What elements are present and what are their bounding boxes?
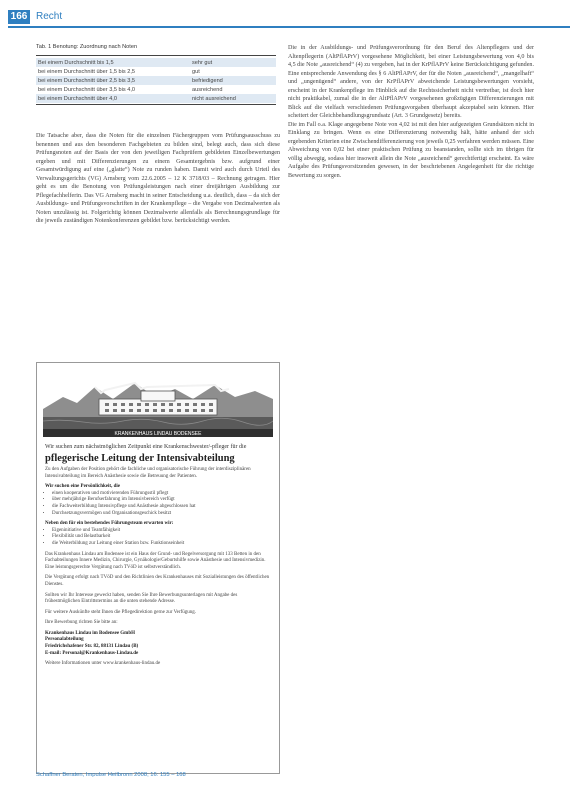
advert-salary: Die Vergütung erfolgt nach TVöD und den Richtlinien des Krankenhauses mit Sozialleistungen des öffentlichen Dienstes. (45, 575, 270, 587)
advert-contact-info: Für weitere Auskünfte steht Ihnen die Pflegedirektion gerne zur Verfügung. (45, 609, 196, 615)
offer-list (45, 491, 273, 517)
right-column (288, 44, 534, 180)
table-cell-grade: gut (192, 68, 200, 75)
table-row (36, 58, 276, 67)
table-cell-range: bei einem Durchschnitt über 4,0 (36, 94, 190, 103)
table-row (36, 85, 276, 94)
table-cell-range: bei einem Durchschnitt über 2,5 bis 3,5 (36, 76, 190, 85)
table-cell-grade: befriedigend (190, 76, 276, 85)
advert-intro: Wir suchen zum nächstmöglichen Zeitpunkt eine Krankenschwester/-pfleger für die (45, 444, 247, 450)
advert-contact-intro: Sollten wir Ihr Interesse geweckt haben, senden Sie Ihre Bewerbungsunterlagen mit Angabe des frühestmöglichen Eintrittstermins an die unten stehende Adresse. (45, 592, 238, 605)
table-cell-range: bei einem Durchschnitt über 1,5 bis 2,5 (38, 68, 136, 75)
job-advert (36, 362, 280, 774)
offer-heading: Wir suchen eine Persönlichkeit, die (45, 484, 120, 490)
table-cell-grade: ausreichend (192, 86, 223, 93)
banner-text: KRANKENHAUS LINDAU BODENSEE (114, 431, 202, 437)
list-item: • einen kooperativen und motivierenden Führungsstil pflegt (52, 491, 273, 498)
advert-headline: pflegerische Leitung der Intensivabteilung (45, 453, 235, 464)
section-label: Recht (36, 11, 63, 22)
list-item: • Flexibilität und Belastbarkeit (52, 534, 273, 541)
grade-table (36, 58, 276, 103)
table-cell-range: Bei einem Durchschnitt bis 1,5 (36, 58, 190, 67)
footer-citation: Schaffner Beraten, Impulse Heilbronn 2008; 16: 155 – 168 (36, 772, 186, 778)
company-address: Friedrichshafener Str. 82, 88131 Lindau (B) (45, 644, 139, 650)
page-header (0, 0, 570, 28)
table-caption: Tab. 1 Benotung: Zuordnung nach Noten (36, 44, 138, 50)
list-item: • Eigeninitiative und Teamfähigkeit (52, 528, 273, 535)
table-bottom-rule (36, 104, 276, 105)
table-top-rule (36, 55, 276, 56)
table-row (36, 67, 276, 76)
table-cell-range: bei einem Durchschnitt über 3,5 bis 4,0 (38, 86, 136, 93)
advert-thanks: Ihre Bewerbung richten Sie bitte an: (45, 620, 118, 626)
right-paragraph-1: Die in der Ausbildungs- und Prüfungsverordnung für den Beruf des Altenpflegers und der Altenpflegerin (AltPflAPrV) vorgesehene Möglichkeit, bei einer Leistungsbewertung von 4,0 bis 4,5 die Note „ausreichend“ (4) zu vergeben, hat in der KrPflAPrV keine Berücksichtigung gefunden. Eine entsprechende Anwendung des § 6 AltPflAPrV, der für die Noten „ausreichend“, „mangelhaft“ und „ungenügend“ andere, von der KrPflAPrV abweichende Leistungsbewertungen vorsieht, erscheint in der Krankenpflege im Hinblick auf die Rechtssicherheit nicht vertretbar, ist doch hier nicht praktikabel, zumal die in der AltPflAPrV vorgesehenen großzügigen Differenzierungen mit Blick auf die vielfach verschiedenen Prüfungsvorgaben überhaupt akzeptabel sein können. Hier scheitert der Gleichbehandlungsgrundsatz (Art. 3 Grundgesetz) bereits. (288, 45, 534, 119)
company-email: E-mail: Personal@Krankenhaus-Lindau.de (45, 650, 139, 656)
hospital-illustration (43, 369, 273, 437)
advert-about: Das Krankenhaus Lindau am Bodensee ist ein Haus der Grund- und Regelversorgung mit 133 Betten in den Fachabteilungen Innere Medizin, Chirurgie, Gynäkologie/Geburtshilfe sowie Anästhesie und Intensivmedizin. Eine leistungsgerechte Vergütung nach TVöD ist selbstverständlich. (45, 551, 266, 570)
list-item: • Durchsetzungsvermögen und Organisationsgeschick besitzt (52, 511, 273, 518)
table-cell-grade: sehr gut (190, 58, 276, 67)
requirements-heading: Neben den für ein bestehendes Führungsteam erwarten wir: (45, 521, 174, 527)
advert-description: Zu den Aufgaben der Position gehört die fachliche und organisatorische Führung der interdisziplinären Intensivabteilung im Bereich Anästhesie sowie die Betreuung der Patienten. (45, 467, 251, 479)
header-rule (8, 26, 570, 28)
page-number: 166 (8, 10, 30, 24)
left-column-text: Die Tatsache aber, dass die Noten für die einzelnen Fächergruppen vom Prüfungsausschuss zu benennen und aus den besonderen Fachgebieten zu bilden sind, belegt auch, dass sich diese Prüfungsnoten auf der Basis der von den jeweiligen Fachprüfern gebildeten Einzelbewertungen ergeben und mit Differenzierungen zu einem Gesamtergebnis bzw. aufgrund einer Gesamtwürdigung auf eine („glatte“) Note zu runden haben. Damit wird auch durch Urteil des Verwaltungsgerichts (VG) Arnsberg vom 22.6.2005 – 12 K 3718/03 – Rechnung getragen. Hier geht es um die Benotung von Prüfungsleistungen nach einer dreijährigen Ausbildung zur Pflegefachhelferin. Das VG Arnsberg macht in seiner Entscheidung u.a. deutlich, dass – da sich der Ausbildungs- und Prüfungsvorschriften in der Krankenpflege – die Vergabe von Dezimalwerten als Noten unzulässig ist. Folgerichtig können Dezimalwerte allenfalls als Berechnungsgrundlage für die jeweils zuständigen Notenkonferenzen gebildet bzw. berücksichtigt werden. (36, 133, 280, 224)
company-dept: Personalabteilung (45, 637, 84, 643)
advert-content (45, 443, 273, 672)
table-row (36, 76, 276, 85)
requirements-list (45, 528, 273, 548)
company-name: Krankenhaus Lindau im Bodensee GmbH (45, 630, 136, 636)
table-cell-grade: nicht ausreichend (190, 94, 276, 103)
right-paragraph-2: Die im Fall o.a. Klage angegebene Note von 4,02 ist mit den hier aufgezeigten Grundsätzen nicht in Einklang zu bringen. Wenn es eine Differenzierung notwendig hält, hätte anhand der sich ergebenden Kriterien eine Zwischendifferenzierung von jeweils 0,25 verfahren werden müssen. Eine Abweichung von 0,02 bei einer praktischen Prüfung zu beanstanden, sollte sich im übrigen für völlig abwegig, sodass hier insoweit allein die Note „ausreichend“ gerechtfertigt erscheint. Es wäre Aufgabe des Prüfungsvorsitzenden gewesen, in der beschriebenen Angelegenheit für die richtige Bewertung zu sorgen. (288, 121, 534, 179)
list-item: • über mehrjährige Berufserfahrung im Intensivbereich verfügt (52, 497, 273, 504)
list-item: • die Fachweiterbildung Intensivpflege und Anästhesie abgeschlossen hat (52, 504, 273, 511)
advert-footnote: Weitere Informationen unter www.krankenhaus-lindau.de (45, 661, 161, 667)
list-item: • die Weiterbildung zur Leitung einer Station bzw. Funktionseinheit (52, 541, 273, 548)
table-row (36, 94, 276, 103)
